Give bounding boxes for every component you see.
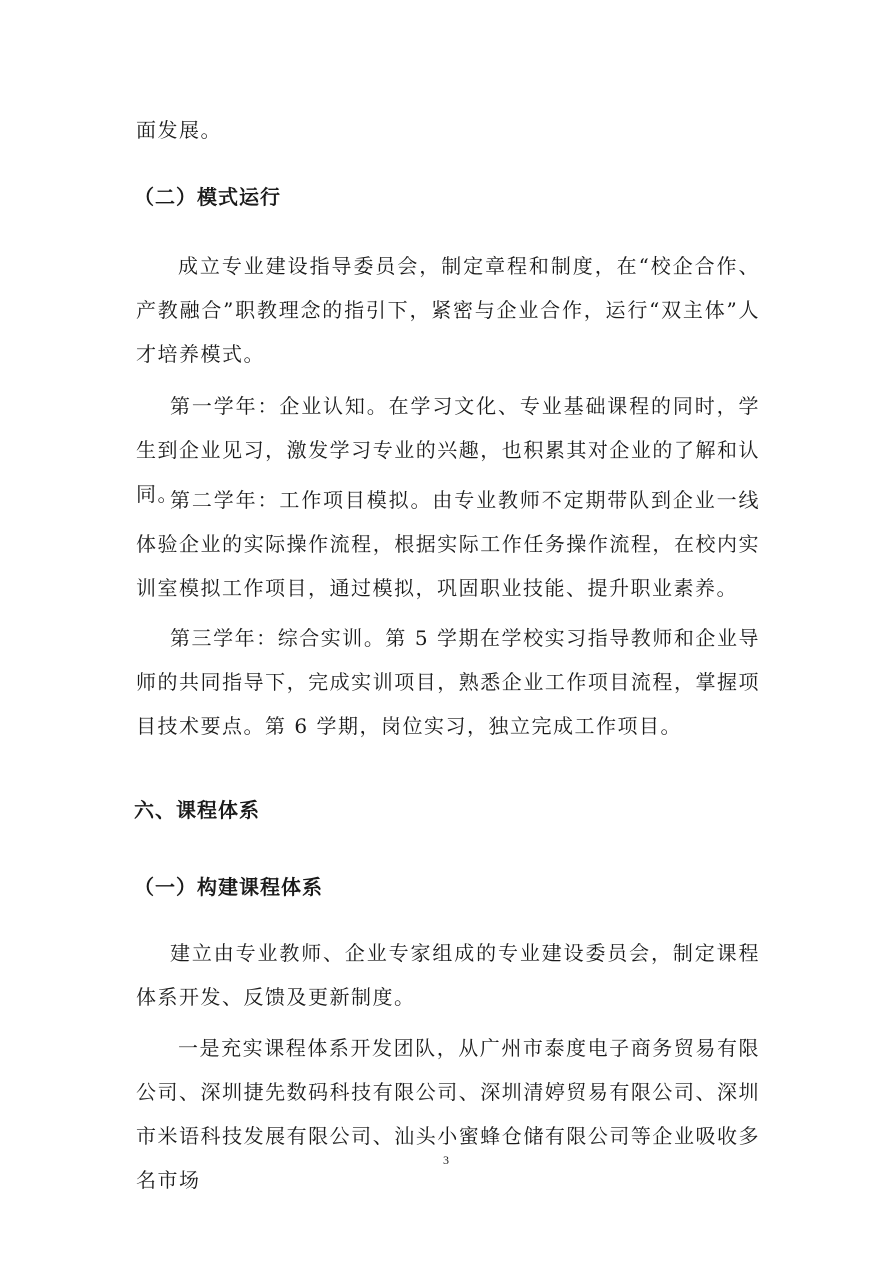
paragraph-year-three: 第三学年：综合实训。第 5 学期在学校实习指导教师和企业导师的共同指导下，完成实训项目，熟悉企业工作项目流程，掌握项目技术要点。第 6 学期，岗位实习，独立完成工作项目。 [136, 626, 760, 738]
heading-model-operation: （二）模式运行 [134, 185, 281, 209]
paragraph-year-one: 第一学年：企业认知。在学习文化、专业基础课程的同时，学生到企业见习，激发学习专业的兴趣，也积累其对企业的了解和认同。 [136, 394, 760, 506]
paragraph-continuation: 面发展。 [136, 118, 222, 142]
paragraph-team: 一是充实课程体系开发团队，从广州市泰度电子商务贸易有限公司、深圳捷先数码科技有限公司、深圳清婷贸易有限公司、深圳市米语科技发展有限公司、汕头小蜜蜂仓储有限公司等企业吸收多名市场 [136, 1036, 760, 1192]
paragraph-committee: 成立专业建设指导委员会，制定章程和制度，在“校企合作、产教融合”职教理念的指引下，紧密与企业合作，运行“双主体”人才培养模式。 [136, 254, 760, 366]
heading-section-six: 六、课程体系 [134, 798, 260, 822]
page-number: 3 [443, 1153, 449, 1167]
paragraph-build: 建立由专业教师、企业专家组成的专业建设委员会，制定课程体系开发、反馈及更新制度。 [136, 941, 760, 1009]
paragraph-year-two: 第二学年：工作项目模拟。由专业教师不定期带队到企业一线体验企业的实际操作流程，根据实际工作任务操作流程，在校内实训室模拟工作项目，通过模拟，巩固职业技能、提升职业素养。 [136, 488, 760, 600]
heading-build-curriculum: （一）构建课程体系 [134, 875, 323, 899]
